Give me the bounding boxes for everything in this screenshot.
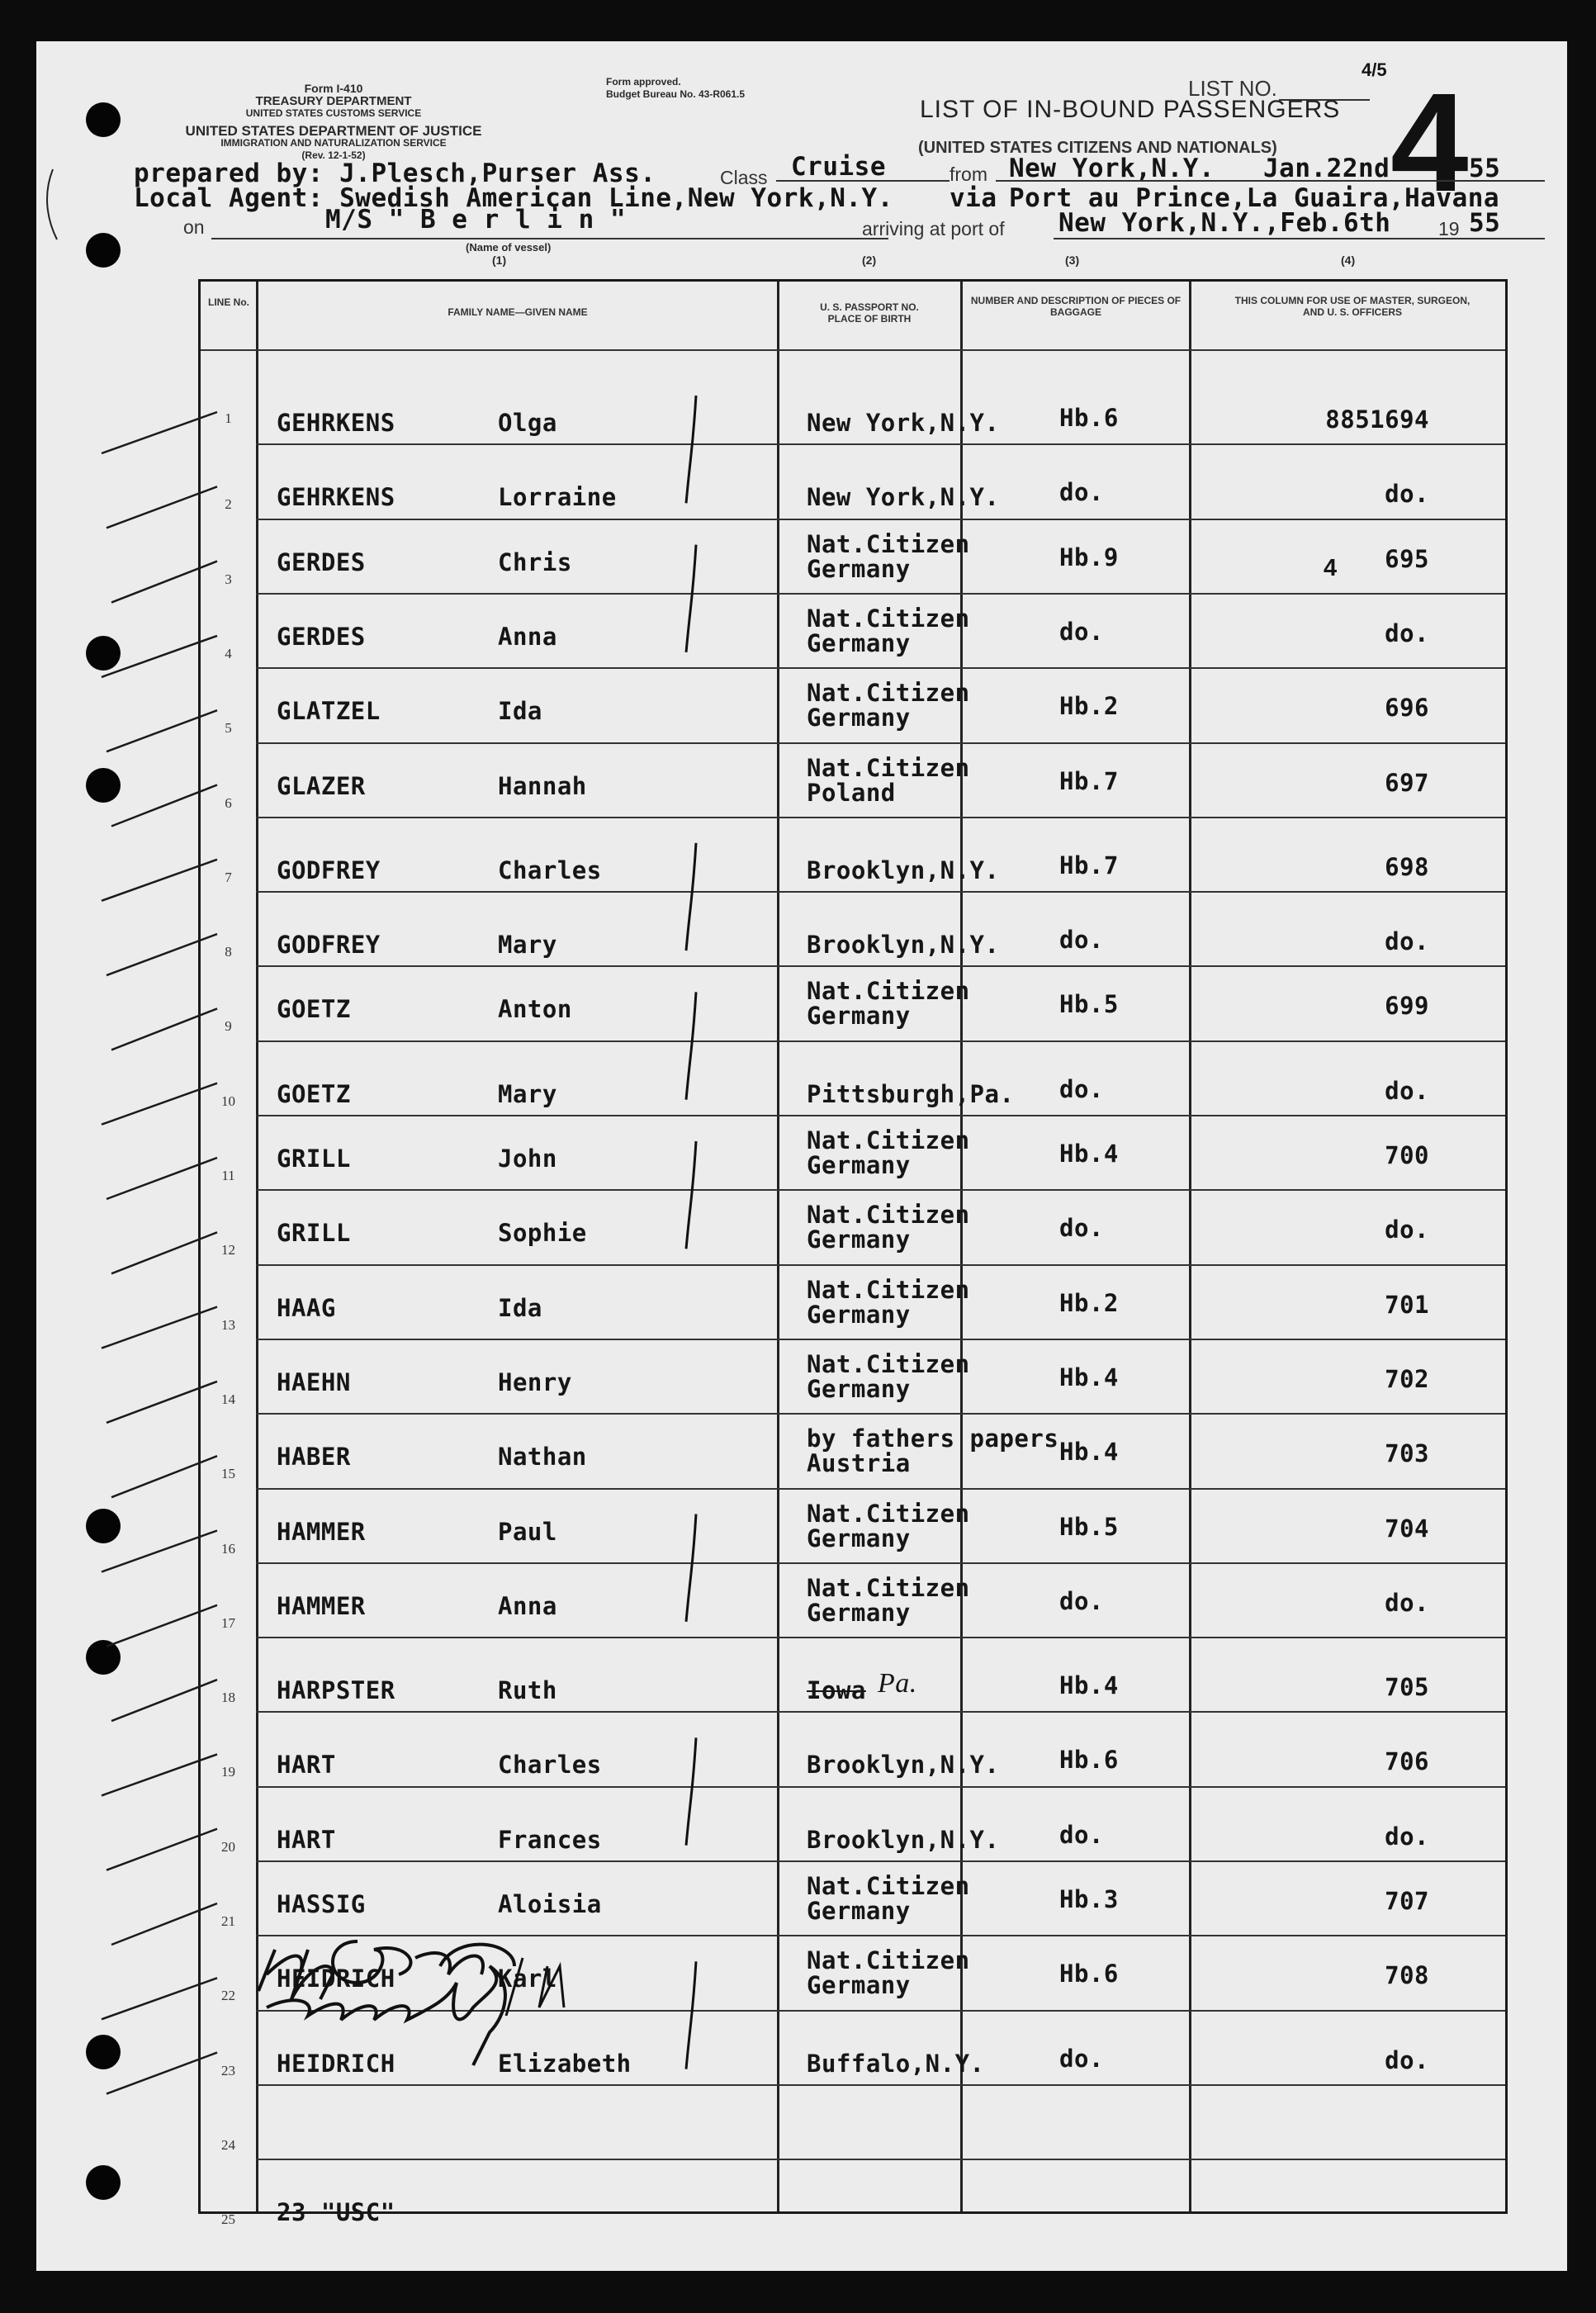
officer-number: do. <box>1385 1822 1429 1851</box>
place-line-2: Germany <box>807 1374 911 1403</box>
baggage: Hb.3 <box>1059 1885 1119 1913</box>
place-line-1: Nat.Citizen <box>807 1349 970 1378</box>
officer-number: 704 <box>1385 1514 1429 1543</box>
baggage: do. <box>1059 2044 1104 2073</box>
officer-number: 701 <box>1385 1290 1429 1319</box>
family-name: HAMMER <box>277 1517 366 1546</box>
family-name: HEIDRICH <box>277 1965 395 1993</box>
given-name: Mary <box>498 1079 557 1108</box>
officer-number: 696 <box>1385 694 1429 723</box>
col-number-3: (3) <box>1065 254 1080 267</box>
place-line-1: Nat.Citizen <box>807 1201 970 1230</box>
place-of-birth: Buffalo,N.Y. <box>807 2049 985 2078</box>
given-name: Olga <box>498 409 557 437</box>
family-name: 23 "USC" <box>277 2198 395 2227</box>
line-number: 21 <box>221 1913 235 1929</box>
line-number: 24 <box>221 2136 235 2153</box>
family-name: HAEHN <box>277 1367 351 1396</box>
place-line-1: Nat.Citizen <box>807 679 970 708</box>
check-tick-mark <box>102 860 217 901</box>
baggage: Hb.5 <box>1059 990 1119 1019</box>
baggage: Hb.6 <box>1059 404 1119 432</box>
family-group-bracket <box>686 992 696 1099</box>
family-group-bracket <box>686 545 696 652</box>
family-name: GLAZER <box>277 771 366 800</box>
vessel-underline <box>211 238 888 239</box>
place-line-1: Nat.Citizen <box>807 1126 970 1154</box>
line-number: 25 <box>221 2211 235 2228</box>
place-line-2: Germany <box>807 1300 911 1329</box>
place-line-1: Nat.Citizen <box>807 1573 970 1602</box>
line-number: 2 <box>225 496 232 513</box>
place-line-2: Germany <box>807 704 911 732</box>
form-revision: (Rev. 12-1-52) <box>301 149 366 161</box>
line-number: 5 <box>225 720 232 737</box>
place-of-birth: Pittsburgh,Pa. <box>807 1079 1015 1108</box>
year-prefix: 19 <box>1438 218 1460 239</box>
budget-bureau: Budget Bureau No. 43-R061.5 <box>606 88 746 100</box>
place-line-2: Germany <box>807 1225 911 1254</box>
family-name: GERDES <box>277 622 366 651</box>
check-tick-mark <box>102 412 217 453</box>
check-tick-mark <box>102 1531 217 1572</box>
family-name: GRILL <box>277 1145 351 1173</box>
family-name: GRILL <box>277 1219 351 1248</box>
col-number-4: (4) <box>1341 254 1356 267</box>
row-note: 4 <box>1324 554 1338 581</box>
place-of-birth: Brooklyn,N.Y. <box>807 1751 1000 1780</box>
officer-number: 703 <box>1385 1439 1429 1468</box>
baggage: Hb.6 <box>1059 1960 1119 1988</box>
given-name: Henry <box>498 1367 572 1396</box>
line-number: 6 <box>225 794 232 811</box>
pair-bracket-layer <box>201 282 1510 2216</box>
family-name: GOETZ <box>277 995 351 1024</box>
form-approved: Form approved. <box>606 76 681 88</box>
line-number: 7 <box>225 869 232 885</box>
officer-number: 8851694 <box>1325 405 1429 434</box>
officer-number: 697 <box>1385 768 1429 797</box>
family-name: HAAG <box>277 1293 336 1322</box>
given-name: Anna <box>498 622 557 651</box>
place-line-1: by fathers papers <box>807 1424 1059 1453</box>
family-name: GERDES <box>277 547 366 576</box>
header-name: FAMILY NAME—GIVEN NAME <box>448 306 588 318</box>
baggage: do. <box>1059 1820 1104 1849</box>
check-tick-mark <box>102 1307 217 1348</box>
punch-hole <box>86 233 121 268</box>
family-name: GODFREY <box>277 931 381 960</box>
officer-number: 708 <box>1385 1961 1429 1990</box>
family-name: GLATZEL <box>277 697 381 726</box>
header-officers: THIS COLUMN FOR USE OF MASTER, SURGEON, AND U. S. OFFICERS <box>1234 295 1470 318</box>
line-number: 11 <box>221 1168 235 1183</box>
arriving-label: arriving at port of <box>862 218 1005 239</box>
ins-service: IMMIGRATION AND NATURALIZATION SERVICE <box>220 137 447 149</box>
customs-service: UNITED STATES CUSTOMS SERVICE <box>245 107 422 119</box>
place-line-1: Nat.Citizen <box>807 529 970 558</box>
place-line-1: Nat.Citizen <box>807 604 970 633</box>
header-baggage: NUMBER AND DESCRIPTION OF PIECES OF BAGGAGE <box>970 295 1182 318</box>
family-group-bracket <box>686 1961 696 2069</box>
arriving-underline <box>1054 238 1545 239</box>
from-date: Jan.22nd <box>1263 154 1390 183</box>
officer-number: 707 <box>1385 1887 1429 1915</box>
given-name: Aloisia <box>498 1890 602 1918</box>
line-number: 20 <box>221 1838 235 1855</box>
line-number: 18 <box>221 1690 235 1706</box>
from-label: from <box>950 164 987 185</box>
line-number: 4 <box>225 645 232 661</box>
check-tick-mark <box>102 1083 217 1125</box>
given-name: Mary <box>498 931 557 960</box>
line-number: 1 <box>225 410 232 426</box>
place-line-2: Germany <box>807 1151 911 1179</box>
baggage: do. <box>1059 926 1104 955</box>
place-of-birth: Brooklyn,N.Y. <box>807 931 1000 960</box>
justice-dept: UNITED STATES DEPARTMENT OF JUSTICE <box>185 123 482 139</box>
baggage: Hb.4 <box>1059 1140 1119 1168</box>
family-name: HART <box>277 1751 336 1780</box>
family-name: HEIDRICH <box>277 2049 395 2078</box>
prepared-by: prepared by: J.Plesch,Purser Ass. <box>134 159 656 188</box>
officer-number: do. <box>1385 927 1429 956</box>
from-year: 55 <box>1469 154 1501 183</box>
line-number: 12 <box>221 1242 235 1258</box>
form-number: Form I-410 <box>304 82 363 95</box>
officer-number: do. <box>1385 2045 1429 2074</box>
place-line-1: Nat.Citizen <box>807 1499 970 1528</box>
given-name: Charles <box>498 1751 602 1780</box>
officer-number: do. <box>1385 1216 1429 1244</box>
family-group-bracket <box>686 1514 696 1622</box>
baggage: Hb.9 <box>1059 543 1119 571</box>
form-agency-block <box>160 83 507 162</box>
family-name: HART <box>277 1825 336 1854</box>
col-number-2: (2) <box>862 254 877 267</box>
on-label: on <box>183 216 205 238</box>
place-of-birth: Brooklyn,N.Y. <box>807 1825 1000 1854</box>
class-value: Cruise <box>791 152 886 182</box>
baggage: Hb.4 <box>1059 1438 1119 1467</box>
punch-hole <box>86 102 121 137</box>
place-line-2: Germany <box>807 628 911 657</box>
baggage: do. <box>1059 617 1104 646</box>
line-number: 13 <box>221 1316 235 1333</box>
line-number: 3 <box>225 571 232 587</box>
given-name: Anton <box>498 995 572 1024</box>
local-agent: Local Agent: Swedish American Line,New York,N.Y. <box>134 183 893 213</box>
officer-number: 702 <box>1385 1364 1429 1393</box>
family-group-bracket <box>686 396 696 503</box>
place-line-1: Nat.Citizen <box>807 1946 970 1975</box>
line-number: 14 <box>221 1391 235 1407</box>
document-subtitle: (UNITED STATES CITIZENS AND NATIONALS) <box>918 139 1277 157</box>
passenger-table <box>198 279 1508 2228</box>
officer-number: do. <box>1385 480 1429 509</box>
place-line-2: Germany <box>807 1002 911 1031</box>
place-line-1: Nat.Citizen <box>807 1872 970 1900</box>
place-line-1: Nat.Citizen <box>807 977 970 1006</box>
place-of-birth: Iowa <box>807 1676 866 1705</box>
family-group-bracket <box>686 843 696 950</box>
handwritten-state: Pa. <box>878 1668 917 1699</box>
place-line-2: Germany <box>807 1897 911 1925</box>
family-name: GEHRKENS <box>277 483 395 512</box>
given-name: Ruth <box>498 1676 557 1705</box>
place-line-2: Poland <box>807 778 896 807</box>
arriving-year: 55 <box>1469 208 1501 238</box>
treasury-dept: TREASURY DEPARTMENT <box>255 94 412 108</box>
list-no-label: LIST NO. <box>1188 76 1277 101</box>
margin-mark <box>36 165 69 248</box>
officer-number: 699 <box>1385 992 1429 1021</box>
place-line-1: Nat.Citizen <box>807 1275 970 1304</box>
officer-number: do. <box>1385 1076 1429 1105</box>
from-underline <box>996 180 1545 182</box>
given-name: Paul <box>498 1517 557 1546</box>
baggage: do. <box>1059 1586 1104 1615</box>
document-title: LIST OF IN-BOUND PASSENGERS <box>920 96 1341 123</box>
given-name: Hannah <box>498 771 587 800</box>
line-number: 17 <box>221 1614 235 1631</box>
line-number: 19 <box>221 1764 235 1780</box>
given-name: Elizabeth <box>498 2049 632 2078</box>
place-line-2: Germany <box>807 1524 911 1552</box>
col-number-1: (1) <box>492 254 507 267</box>
line-number: 22 <box>221 1988 235 2004</box>
place-line-1: Nat.Citizen <box>807 753 970 782</box>
officer-number: 705 <box>1385 1673 1429 1702</box>
line-number: 23 <box>221 2062 235 2078</box>
given-name: Chris <box>498 547 572 576</box>
baggage: do. <box>1059 1214 1104 1243</box>
vessel-caption: (Name of vessel) <box>466 241 552 254</box>
officer-number: 706 <box>1385 1747 1429 1776</box>
vessel-name: M/S " B e r l i n " <box>325 205 627 235</box>
given-name: Anna <box>498 1591 557 1620</box>
officer-number: 700 <box>1385 1141 1429 1169</box>
family-name: HASSIG <box>277 1890 366 1918</box>
list-number: 4 <box>1390 64 1469 221</box>
budget-approval <box>606 76 745 101</box>
given-name: Charles <box>498 856 602 884</box>
given-name: Sophie <box>498 1219 587 1248</box>
baggage: Hb.7 <box>1059 766 1119 795</box>
line-number: 16 <box>221 1540 235 1557</box>
baggage: Hb.7 <box>1059 851 1119 879</box>
baggage: Hb.4 <box>1059 1363 1119 1391</box>
family-group-bracket <box>686 1141 696 1249</box>
baggage: Hb.5 <box>1059 1512 1119 1541</box>
officer-number: 698 <box>1385 852 1429 881</box>
baggage: Hb.6 <box>1059 1746 1119 1775</box>
family-name: GOETZ <box>277 1079 351 1108</box>
place-line-2: Germany <box>807 554 911 583</box>
family-group-bracket <box>686 1737 696 1845</box>
given-name: Lorraine <box>498 483 617 512</box>
line-number: 10 <box>221 1093 235 1109</box>
given-name: Karl <box>498 1965 557 1993</box>
header-passport: U. S. PASSPORT NO. PLACE OF BIRTH <box>820 301 919 325</box>
class-underline <box>776 180 950 182</box>
given-name: John <box>498 1145 557 1173</box>
family-name: GEHRKENS <box>277 409 395 437</box>
baggage: Hb.2 <box>1059 692 1119 721</box>
arriving-value: New York,N.Y.,Feb.6th <box>1058 208 1391 238</box>
place-line-2: Germany <box>807 1971 911 2000</box>
officer-number: 695 <box>1385 544 1429 573</box>
from-value: New York,N.Y. <box>1009 154 1215 183</box>
line-number: 9 <box>225 1018 232 1035</box>
header-line-no: LINE No. <box>208 296 249 308</box>
officer-number: do. <box>1385 1588 1429 1617</box>
place-of-birth: New York,N.Y. <box>807 483 1000 512</box>
line-number: 15 <box>221 1466 235 1482</box>
list-fraction: 4/5 <box>1362 59 1387 80</box>
check-tick-mark <box>102 1978 217 2019</box>
family-name: HAMMER <box>277 1591 366 1620</box>
family-name: GODFREY <box>277 856 381 884</box>
family-name: HABER <box>277 1443 351 1472</box>
place-line-2: Austria <box>807 1449 911 1478</box>
officer-number: do. <box>1385 619 1429 647</box>
given-name: Ida <box>498 1293 542 1322</box>
given-name: Ida <box>498 697 542 726</box>
baggage: do. <box>1059 1074 1104 1103</box>
check-tick-mark <box>102 636 217 677</box>
given-name: Frances <box>498 1825 602 1854</box>
check-tick-mark <box>102 1754 217 1795</box>
given-name: Nathan <box>498 1443 587 1472</box>
baggage: Hb.4 <box>1059 1671 1119 1700</box>
line-number: 8 <box>225 944 232 960</box>
family-name: HARPSTER <box>277 1676 395 1705</box>
place-of-birth: Brooklyn,N.Y. <box>807 856 1000 884</box>
via-label: via <box>950 183 997 213</box>
class-label: Class <box>720 167 768 188</box>
place-of-birth: New York,N.Y. <box>807 409 1000 437</box>
baggage: Hb.2 <box>1059 1288 1119 1317</box>
via-value: Port au Prince,La Guaira,Havana <box>1009 183 1500 213</box>
place-line-2: Germany <box>807 1598 911 1627</box>
baggage: do. <box>1059 478 1104 507</box>
